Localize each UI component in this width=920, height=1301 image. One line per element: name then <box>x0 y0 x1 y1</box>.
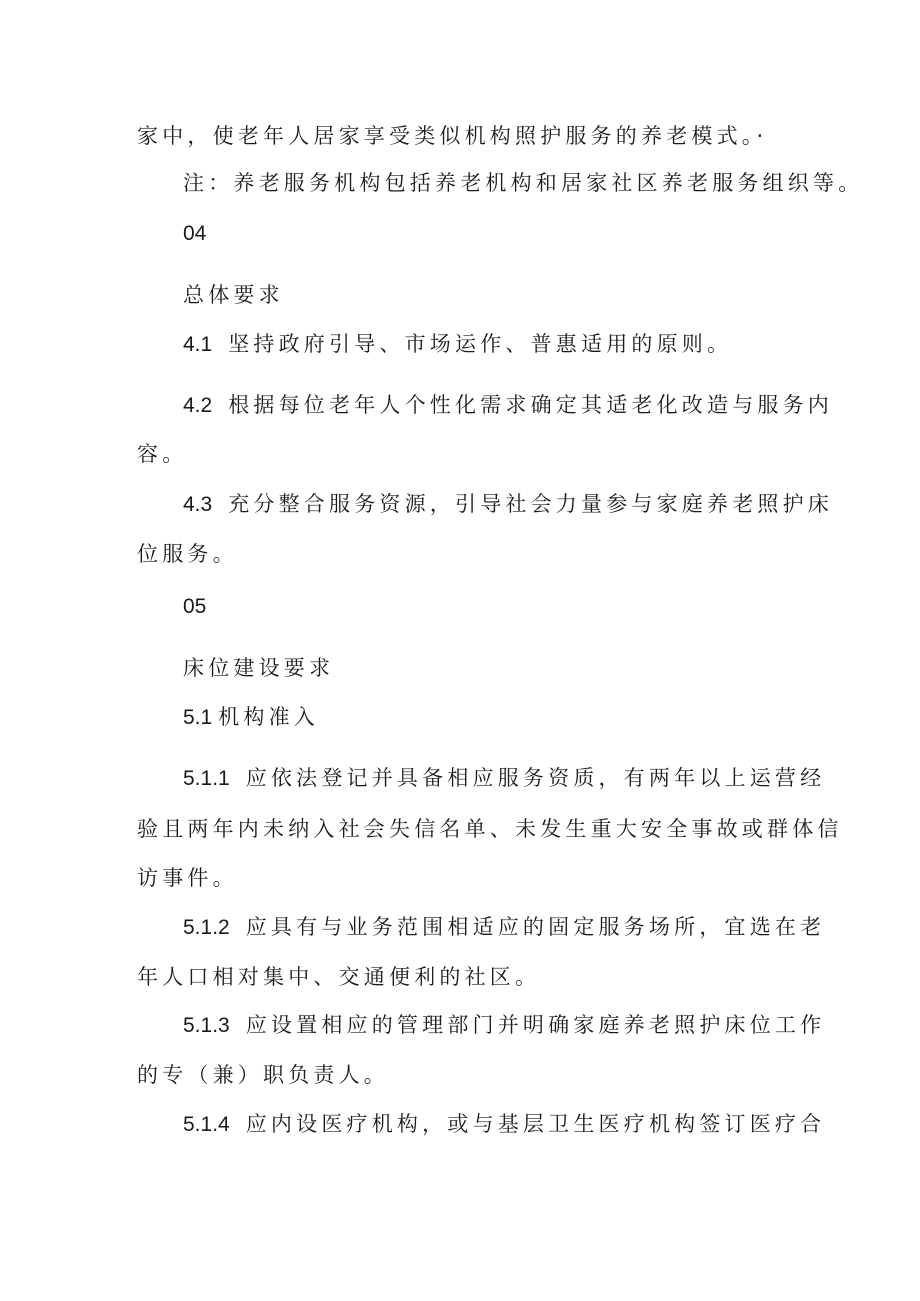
note-text: 注：养老服务机构包括养老机构和居家社区养老服务组织等。 <box>183 171 864 195</box>
clause-4-1 <box>183 330 732 359</box>
paragraph-line <box>137 540 238 568</box>
line-text: 的专（兼）职负责人。 <box>137 1063 389 1087</box>
clause-5-1-4 <box>183 1110 825 1139</box>
clause-text: 根据每位老年人个性化需求确定其适老化改造与服务内 <box>228 393 834 417</box>
clause-text: 应内设医疗机构，或与基层卫生医疗机构签订医疗合 <box>245 1112 826 1136</box>
paragraph-line <box>137 1061 389 1089</box>
line-text: 位服务。 <box>137 542 238 566</box>
paragraph-line <box>137 815 843 843</box>
paragraph-line <box>137 440 187 468</box>
line-text: 容。 <box>137 442 188 466</box>
chapter-number: 05 <box>183 595 207 618</box>
clause-number: 5.1.1 <box>183 767 230 790</box>
clause-number: 4.3 <box>183 493 213 516</box>
line-text: 年人口相对集中、交通便利的社区。 <box>137 965 541 989</box>
clause-5-1-1 <box>183 764 825 793</box>
chapter-number: 04 <box>183 222 207 245</box>
clause-number: 5.1.3 <box>183 1014 230 1037</box>
clause-number: 4.2 <box>183 394 213 417</box>
clause-text: 应依法登记并具备相应服务资质，有两年以上运营经 <box>245 766 826 790</box>
paragraph-line <box>137 122 767 150</box>
chapter-title: 总体要求 <box>183 283 284 307</box>
clause-number: 5.1.2 <box>183 916 230 939</box>
chapter-title-bed-construction <box>183 654 334 682</box>
clause-text: 应具有与业务范围相适应的固定服务场所，宜选在老 <box>245 915 826 939</box>
line-text: 家中，使老年人居家享受类似机构照护服务的养老模式。· <box>137 124 768 148</box>
chapter-number-05 <box>183 592 206 621</box>
section-title: 机构准入 <box>218 705 320 729</box>
line-text: 访事件。 <box>137 866 238 890</box>
clause-5-1-2 <box>183 913 825 942</box>
clause-text: 充分整合服务资源，引导社会力量参与家庭养老照护床 <box>228 492 834 516</box>
chapter-title-general-requirements <box>183 281 284 309</box>
section-5-1 <box>183 703 319 732</box>
clause-number: 4.1 <box>183 333 213 356</box>
chapter-title: 床位建设要求 <box>183 656 335 680</box>
clause-5-1-3 <box>183 1011 825 1040</box>
chapter-number-04 <box>183 219 206 248</box>
line-text: 验且两年内未纳入社会失信名单、未发生重大安全事故或群体信 <box>137 817 843 841</box>
paragraph-line <box>137 864 238 892</box>
clause-4-3 <box>183 490 833 519</box>
section-number: 5.1 <box>183 706 213 729</box>
note-line <box>183 169 863 197</box>
clause-4-2 <box>183 391 833 420</box>
clause-text: 应设置相应的管理部门并明确家庭养老照护床位工作 <box>245 1013 826 1037</box>
clause-text: 坚持政府引导、市场运作、普惠适用的原则。 <box>228 332 733 356</box>
paragraph-line <box>137 963 540 991</box>
clause-number: 5.1.4 <box>183 1113 230 1136</box>
